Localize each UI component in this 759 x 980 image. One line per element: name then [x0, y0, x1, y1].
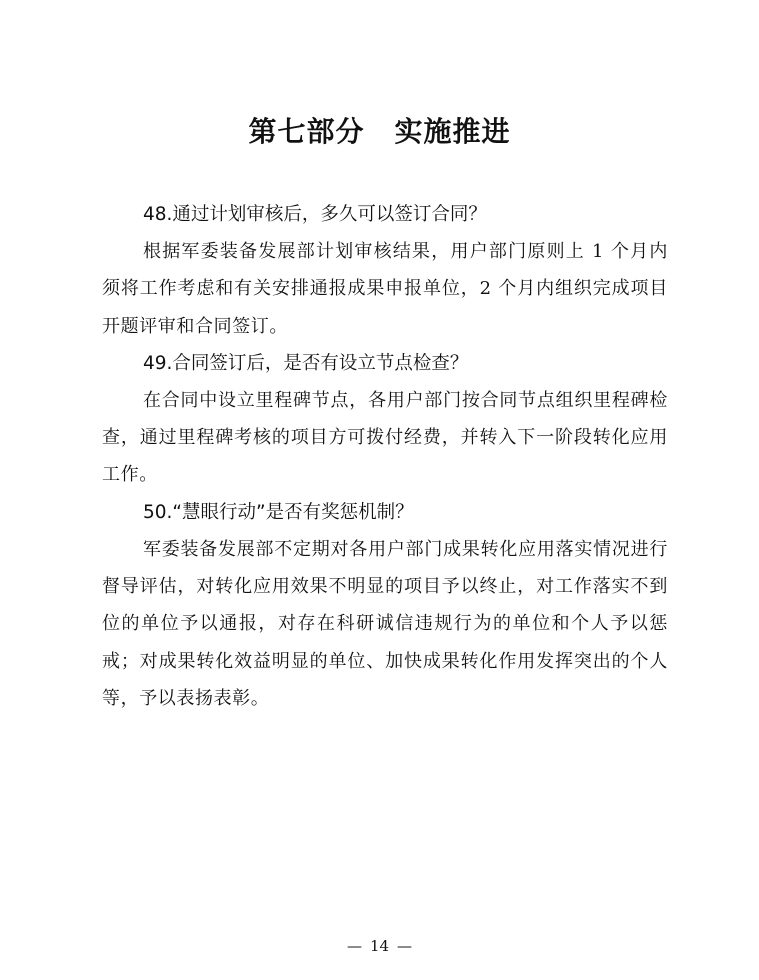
footer-dash-left: —	[346, 937, 362, 955]
page-title	[0, 114, 759, 150]
question-50: 50.“慧眼行动”是否有奖惩机制？	[143, 501, 414, 523]
document-body	[102, 196, 668, 717]
answer-48: 根据军委装备发展部计划审核结果，用户部门原则上 1 个月内须将工作考虑和有关安排通报成果申报单位，2 个月内组织完成项目开题评审和合同签订。	[102, 241, 668, 337]
page-number: 14	[369, 937, 390, 955]
title-name: 实施推进	[394, 115, 511, 148]
question-49: 49.合同签订后，是否有设立节点检查？	[143, 352, 469, 374]
question-48: 48.通过计划审核后，多久可以签订合同？	[143, 204, 487, 225]
answer-50: 军委装备发展部不定期对各用户部门成果转化应用落实情况进行督导评估，对转化应用效果不明显的项目予以终止，对工作落实不到位的单位予以通报，对存在科研诚信违规行为的单位和个人予以惩戒；对成果转化效益明显的单位、加快成果转化作用发挥突出的个人等，予以表扬表彰。	[102, 538, 668, 709]
answer-49: 在合同中设立里程碑节点，各用户部门按合同节点组织里程碑检查，通过里程碑考核的项目方可拨付经费，并转入下一阶段转化应用工作。	[102, 389, 668, 486]
footer-dash-right: —	[397, 937, 413, 955]
page-footer	[0, 936, 759, 956]
title-part: 第七部分	[248, 115, 365, 148]
